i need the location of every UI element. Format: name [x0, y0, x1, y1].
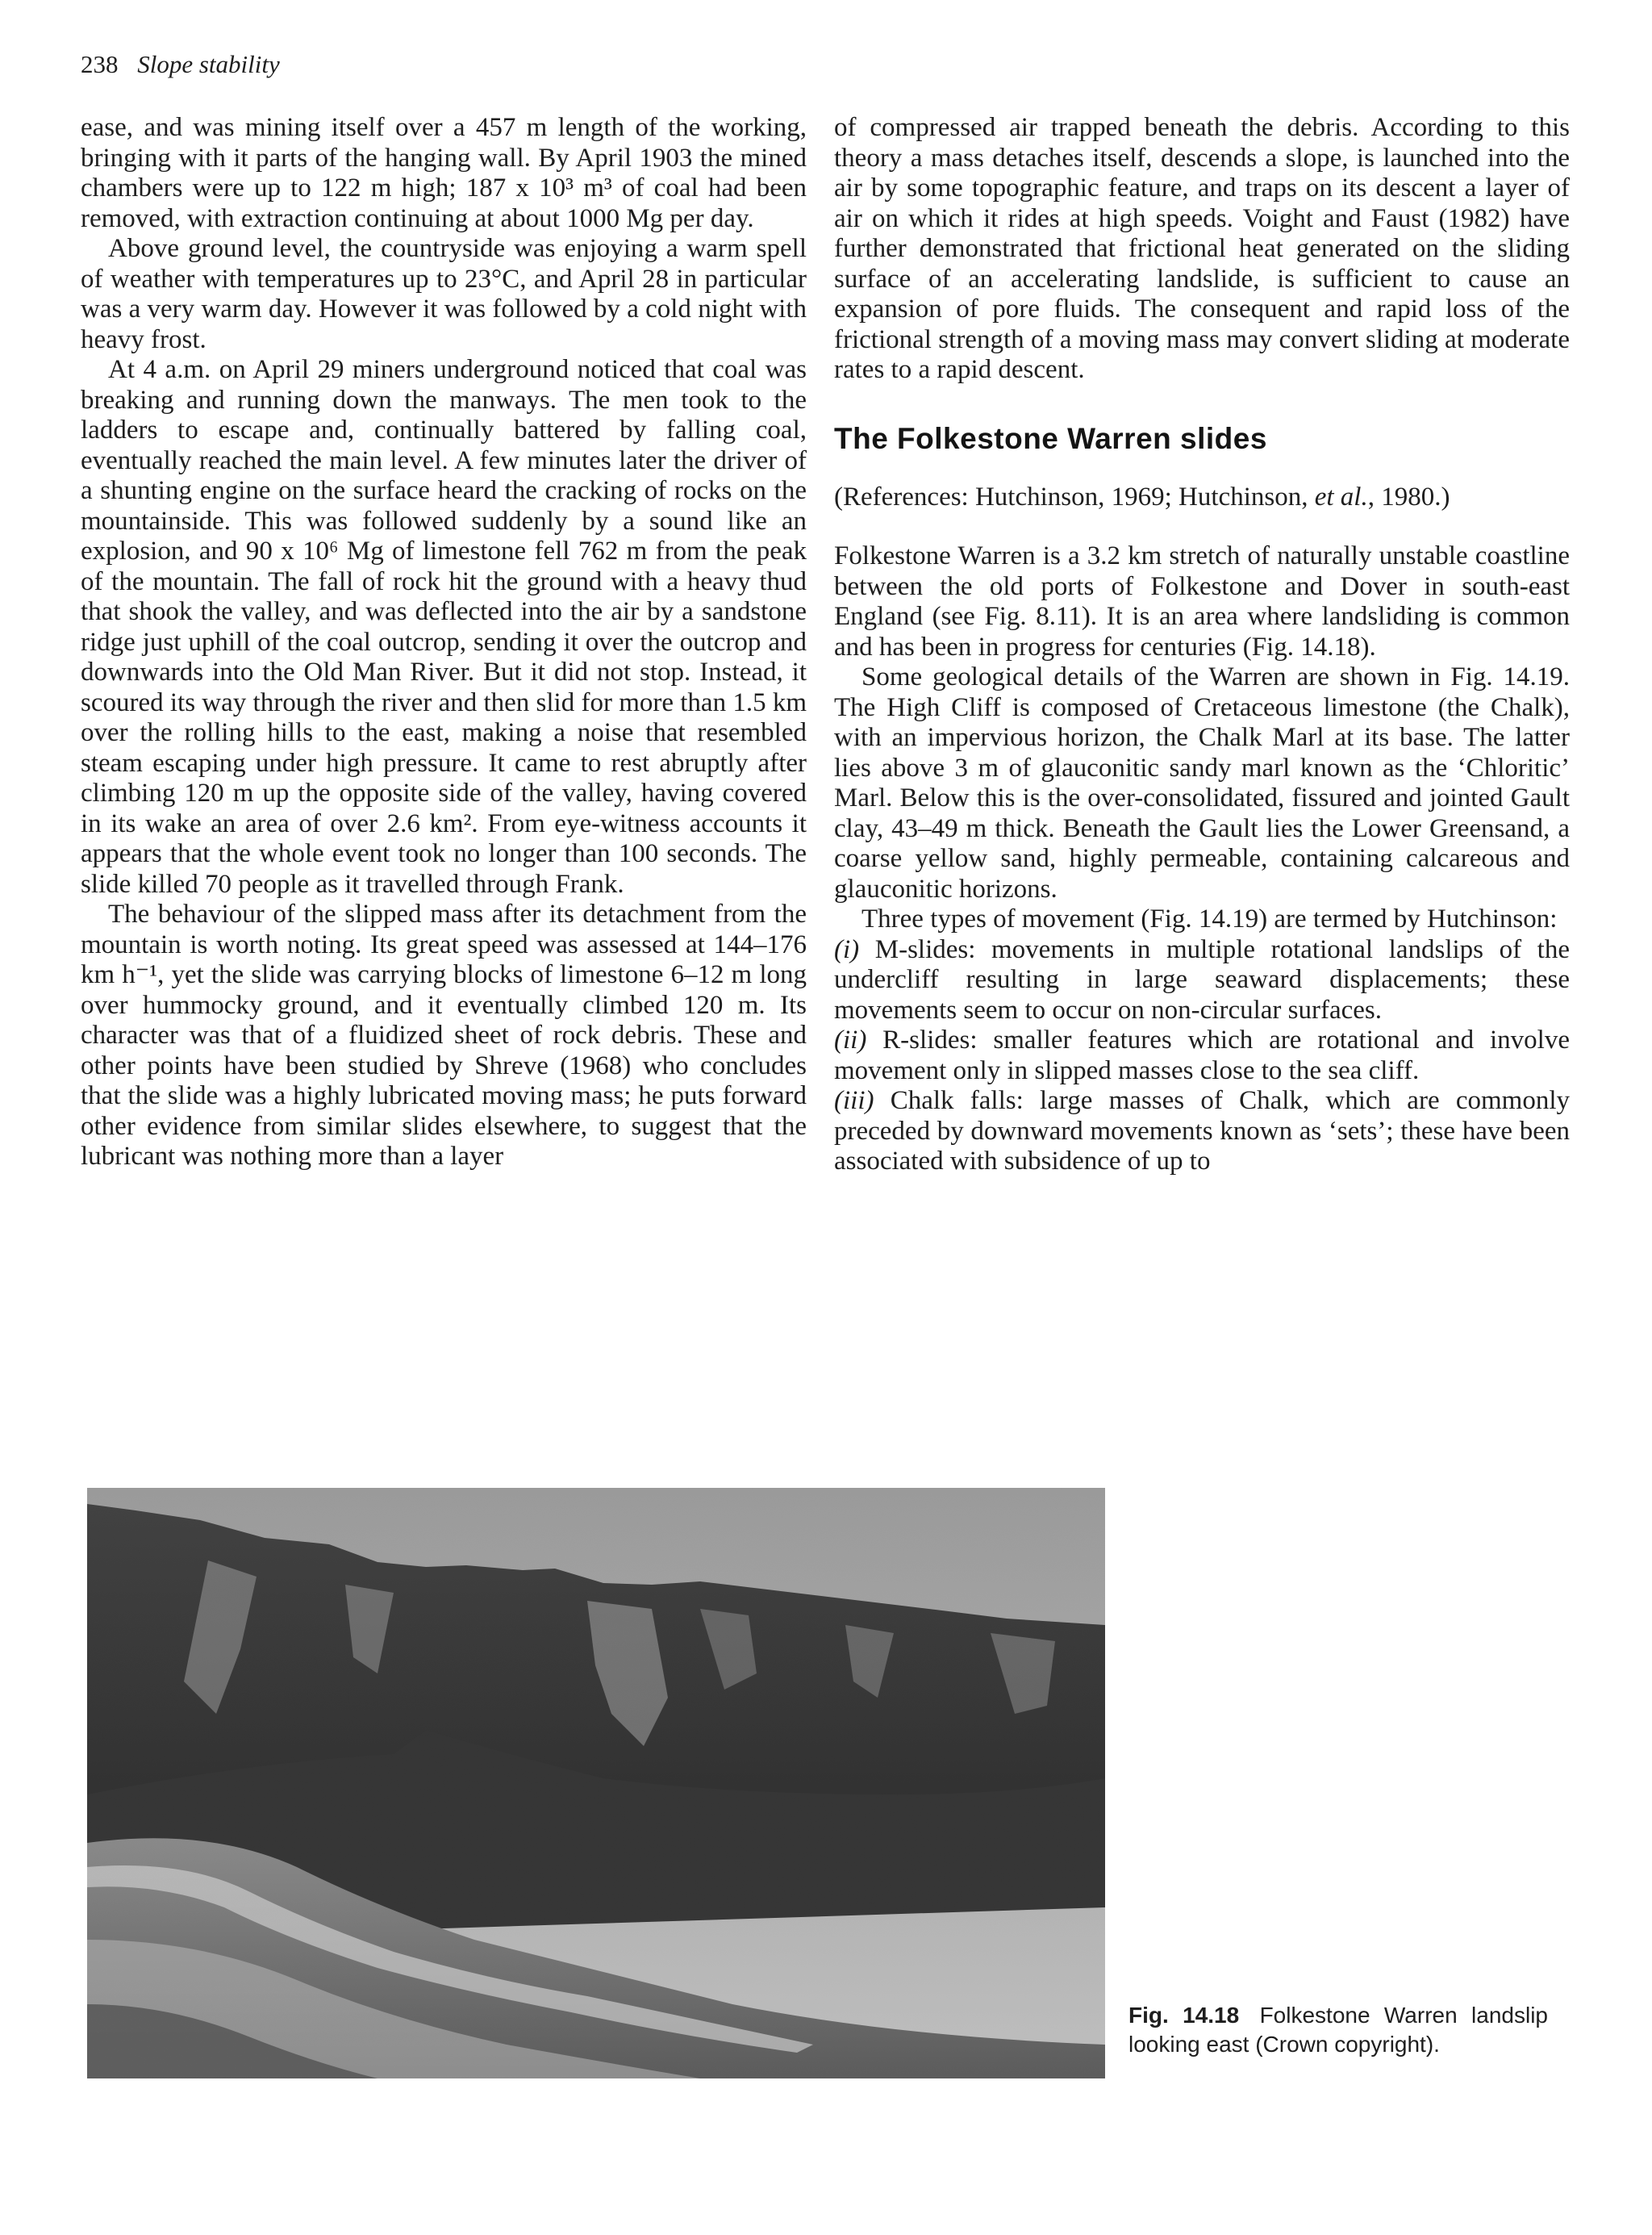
section-heading: The Folkestone Warren slides — [834, 421, 1267, 455]
references-prefix: (References: Hutchinson, 1969; Hutchinson, — [834, 482, 1315, 512]
list-text: R-slides: smaller features which are rotational and involve movement only in slipped masses close to the sea cliff. — [834, 1026, 1570, 1085]
figure-caption — [1128, 2001, 1548, 2059]
right-column — [834, 113, 1570, 1177]
left-paragraph-2: Above ground level, the countryside was enjoying a warm spell of weather with temperatures up to 23°C, and April 28 in particular was a very warm day. However it was followed by a cold night with heavy frost. — [81, 234, 807, 354]
figure-label: Fig. 14.18 — [1128, 2003, 1240, 2028]
movement-type-chalk-falls — [834, 1086, 1570, 1177]
left-paragraph-1: ease, and was mining itself over a 457 m length of the working, bringing with it parts of the hanging wall. By April 1903 the mined chambers were up to 122 m high; 187 x 10³ m³ of coal had been removed, with extraction continuing at about 1000 Mg per day. — [81, 113, 807, 233]
right-intro-paragraph: of compressed air trapped beneath the debris. According to this theory a mass detaches itself, descends a slope, is launched into the air by some topographic feature, and traps on its descent a layer of air on which it rides at high speeds. Voight and Faust (1982) have further demonstrated that frictional heat generated on the sliding surface of an accelerating landslide, is sufficient to cause an expansion of pore fluids. The consequent and rapid loss of the frictional strength of a moving mass may convert sliding at moderate rates to a rapid descent. — [834, 113, 1570, 384]
list-marker: (ii) — [834, 1026, 867, 1055]
page-number: 238 — [81, 50, 119, 78]
list-text: Chalk falls: large masses of Chalk, which are commonly preceded by downward movements known as ‘sets’; these have been associated with subsidence of up to — [834, 1086, 1570, 1176]
left-paragraph-3: At 4 a.m. on April 29 miners underground noticed that coal was breaking and running down the manways. The men took to the ladders to escape and, continually battered by falling coal, eventually reached the main level. A few minutes later the driver of a shunting engine on the surface heard the cracking of rocks on the mountainside. This was followed suddenly by a sound like an explosion, and 90 x 10⁶ Mg of limestone fell 762 m from the peak of the mountain. The fall of rock hit the ground with a heavy thud that shook the valley, and was deflected into the air by a sandstone ridge just uphill of the coal outcrop, sending it over the outcrop and downwards into the Old Man River. But it did not stop. Instead, it scoured its way through the river and then slid for more than 1.5 km over the rolling hills to the east, making a noise that resembled steam escaping under high pressure. It came to rest abruptly after climbing 120 m up the opposite side of the valley, having covered in its wake an area of over 2.6 km². From eye-witness accounts it appears that the whole event took no longer than 100 seconds. The slide killed 70 people as it travelled through Frank. — [81, 355, 807, 899]
right-paragraph-2: Some geological details of the Warren are shown in Fig. 14.19. The High Cliff is composed of Cretaceous limestone (the Chalk), with an impervious horizon, the Chalk Marl at its base. The latter lies above 3 m of glauconitic sandy marl known as the ‘Chloritic’ Marl. Below this is the over-consolidated, fissured and jointed Gault clay, 43–49 m thick. Beneath the Gault lies the Lower Greensand, a coarse yellow sand, highly permeable, containing calcareous and glauconitic horizons. — [834, 662, 1570, 904]
references-etal: et al. — [1314, 482, 1368, 512]
list-marker: (iii) — [834, 1086, 874, 1115]
left-paragraph-4: The behaviour of the slipped mass after its detachment from the mountain is worth noting. Its great speed was assessed at 144–176 km h⁻¹, yet the slide was carrying blocks of limestone 6–12 m long over hummocky ground, and it eventually climbed 120 m. Its character was that of a fluidized sheet of rock debris. These and other points have been studied by Shreve (1968) who concludes that the slide was a highly lubricated moving mass; he puts forward other evidence from similar slides elsewhere, to suggest that the lubricant was nothing more than a layer — [81, 900, 807, 1171]
list-marker: (i) — [834, 934, 860, 964]
references-suffix: , 1980.) — [1367, 482, 1450, 512]
running-head — [81, 50, 280, 79]
movement-type-r-slides — [834, 1026, 1570, 1086]
figure-caption-text: Folkestone Warren landslip looking east (Crown copyright). — [1128, 2003, 1548, 2057]
right-paragraph-1: Folkestone Warren is a 3.2 km stretch of naturally unstable coastline between the old ports of Folkestone and Dover in south-east England (see Fig. 8.11). It is an area where landsliding is common and has been in progress for centuries (Fig. 14.18). — [834, 541, 1570, 662]
landslip-photograph — [87, 1488, 1105, 2078]
references-line — [834, 483, 1570, 513]
left-column — [81, 113, 807, 1172]
right-paragraph-3: Three types of movement (Fig. 14.19) are termed by Hutchinson: — [861, 904, 1558, 934]
figure-photo — [87, 1488, 1105, 2078]
movement-type-m-slides — [834, 935, 1570, 1026]
running-title: Slope stability — [137, 50, 280, 78]
list-text: M-slides: movements in multiple rotational landslips of the undercliff resulting in large seaward displacements; these movements seem to occur on non-circular surfaces. — [834, 934, 1570, 1025]
